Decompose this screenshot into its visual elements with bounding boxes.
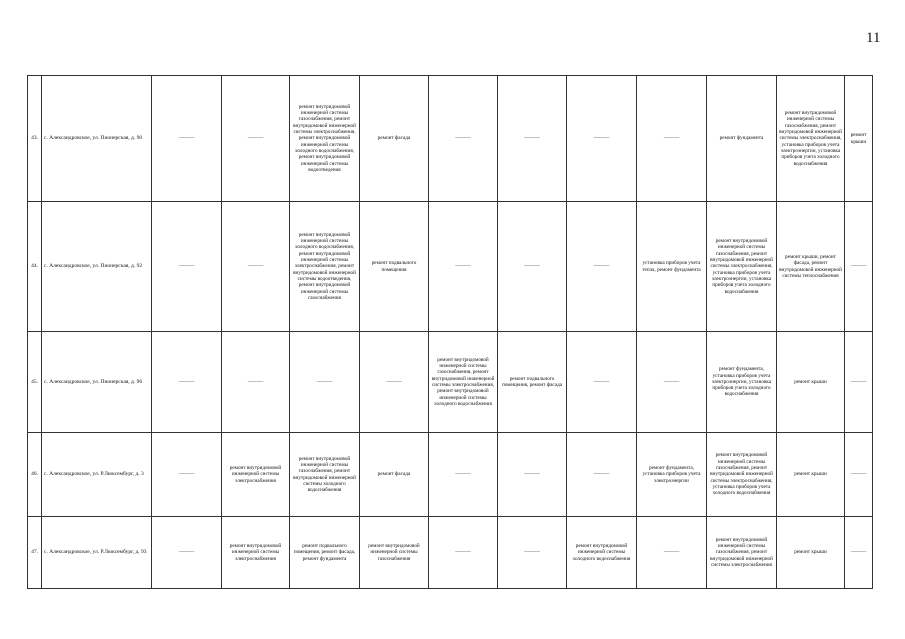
- table-cell: ———: [290, 332, 360, 433]
- table-cell: ремонт подвального помещения, ремонт фасада: [498, 332, 567, 433]
- table-cell: ремонт крыши, ремонт фасада, ремонт внутридомовой инженерной системы теплоснабжения: [777, 202, 845, 332]
- table-cell: ———: [567, 332, 637, 433]
- table-row: [28, 332, 873, 433]
- table-cell: ремонт внутридомовой инженерной системы холодного водоснабжения, ремонт внутридомовой инженерной системы электроснабжения, ремонт внутридомовой инженерной системы водоотведения, ремонт внутридомовой инженерной системы газоснабжения: [290, 202, 360, 332]
- table-cell: ———: [845, 433, 873, 517]
- table-cell: ремонт внутридомовой инженерной системы газоснабжения, ремонт внутридомовой инженерной системы электроснабжения, установка приборов учета холодного водоснабжения: [707, 433, 777, 517]
- table-cell: ремонт фундамента, установка приборов учета электроэнергии: [637, 433, 707, 517]
- row-address: с. Александровское, ул. Пионерская, д. 92: [42, 202, 152, 332]
- table-cell: ———: [498, 517, 567, 589]
- table-cell: ———: [152, 332, 222, 433]
- table-cell: ремонт внутридомовой инженерной системы газоснабжения, ремонт внутридомовой инженерной системы холодного водоснабжения: [290, 433, 360, 517]
- table-cell: ———: [637, 332, 707, 433]
- table-cell: ремонт фасада: [360, 433, 429, 517]
- table-row: [28, 76, 873, 202]
- table-cell: ———: [429, 517, 498, 589]
- table-cell: ремонт фундамента, установка приборов учета электроэнергии, установка приборов учета холодного водоснабжения: [707, 332, 777, 433]
- table-cell: ремонт внутридомовой инженерной системы электроснабжения: [222, 433, 290, 517]
- row-number: 46.: [28, 433, 42, 517]
- table-cell: ———: [152, 433, 222, 517]
- table-cell: ремонт крыши: [845, 76, 873, 202]
- table-cell: ремонт внутридомовой инженерной системы газоснабжения, ремонт внутридомовой инженерной системы электроснабжения, ремонт внутридомовой инженерной системы холодного водоснабжения, ремонт внутридомовой инженерной системы водоотведения: [290, 76, 360, 202]
- table-cell: ———: [498, 202, 567, 332]
- table-cell: ремонт внутридомовой инженерной системы газоснабжения, ремонт внутридомовой инженерной системы электроснабжения, ремонт внутридомовой инженерной системы холодного водоснабжения: [429, 332, 498, 433]
- row-address: с. Александровское, ул. Пионерская, д. 96: [42, 332, 152, 433]
- table-cell: ———: [845, 517, 873, 589]
- table-cell: ремонт внутридомовой инженерной системы газоснабжения: [360, 517, 429, 589]
- table-cell: ———: [429, 202, 498, 332]
- table-cell: ———: [845, 202, 873, 332]
- table-cell: ———: [152, 517, 222, 589]
- table-cell: ремонт крыши: [777, 517, 845, 589]
- table-cell: ремонт крыши: [777, 332, 845, 433]
- repair-schedule-table: [27, 75, 873, 589]
- table-row: [28, 433, 873, 517]
- table-cell: ———: [429, 76, 498, 202]
- row-number: 45.: [28, 332, 42, 433]
- table-cell: ———: [567, 202, 637, 332]
- table-cell: ремонт фасада: [360, 76, 429, 202]
- table-row: [28, 202, 873, 332]
- row-address: с. Александровское, ул. Р.Люксембург, д. 93: [42, 517, 152, 589]
- table-cell: ремонт внутридомовой инженерной системы газоснабжения, ремонт внутридомовой инженерной системы электроснабжения, установка приборов учета электроэнергии, установка приборов учета холодного водоснабжения: [707, 202, 777, 332]
- table-cell: ———: [222, 202, 290, 332]
- table-cell: ———: [152, 202, 222, 332]
- table-cell: ———: [498, 76, 567, 202]
- row-number: 44.: [28, 202, 42, 332]
- table-cell: ———: [429, 433, 498, 517]
- table-cell: установка приборов учета тепла, ремонт фундамента: [637, 202, 707, 332]
- table-cell: ———: [637, 517, 707, 589]
- table-cell: ———: [222, 76, 290, 202]
- table-cell: ремонт подвального помещения, ремонт фасада, ремонт фундамента: [290, 517, 360, 589]
- page-number: 11: [866, 30, 881, 46]
- table-cell: ремонт крыши: [777, 433, 845, 517]
- row-address: с. Александровское, ул. Р.Люксембург, д. 3: [42, 433, 152, 517]
- table-cell: ———: [567, 433, 637, 517]
- table-cell: ———: [360, 332, 429, 433]
- table-cell: ———: [567, 76, 637, 202]
- row-number: 43.: [28, 76, 42, 202]
- table-cell: ———: [498, 433, 567, 517]
- table-cell: ремонт внутридомовой инженерной системы газоснабжения, ремонт внутридомовой инженерной системы электроснабжения, установка приборов учета электроэнергии, установка приборов учета холодного водоснабжения: [777, 76, 845, 202]
- table-cell: ———: [845, 332, 873, 433]
- table-cell: ремонт внутридомовой инженерной системы холодного водоснабжения: [567, 517, 637, 589]
- table-row: [28, 517, 873, 589]
- row-address: с. Александровское, ул. Пионерская, д. 90: [42, 76, 152, 202]
- table-cell: ремонт подвального помещения: [360, 202, 429, 332]
- table-cell: ———: [152, 76, 222, 202]
- row-number: 47.: [28, 517, 42, 589]
- table-cell: ремонт внутридомовой инженерной системы электроснабжения: [222, 517, 290, 589]
- table-cell: ———: [222, 332, 290, 433]
- table-cell: ремонт внутридомовой инженерной системы газоснабжения, ремонт внутридомовой инженерной системы электроснабжения: [707, 517, 777, 589]
- table-cell: ———: [637, 76, 707, 202]
- table-cell: ремонт фундамента: [707, 76, 777, 202]
